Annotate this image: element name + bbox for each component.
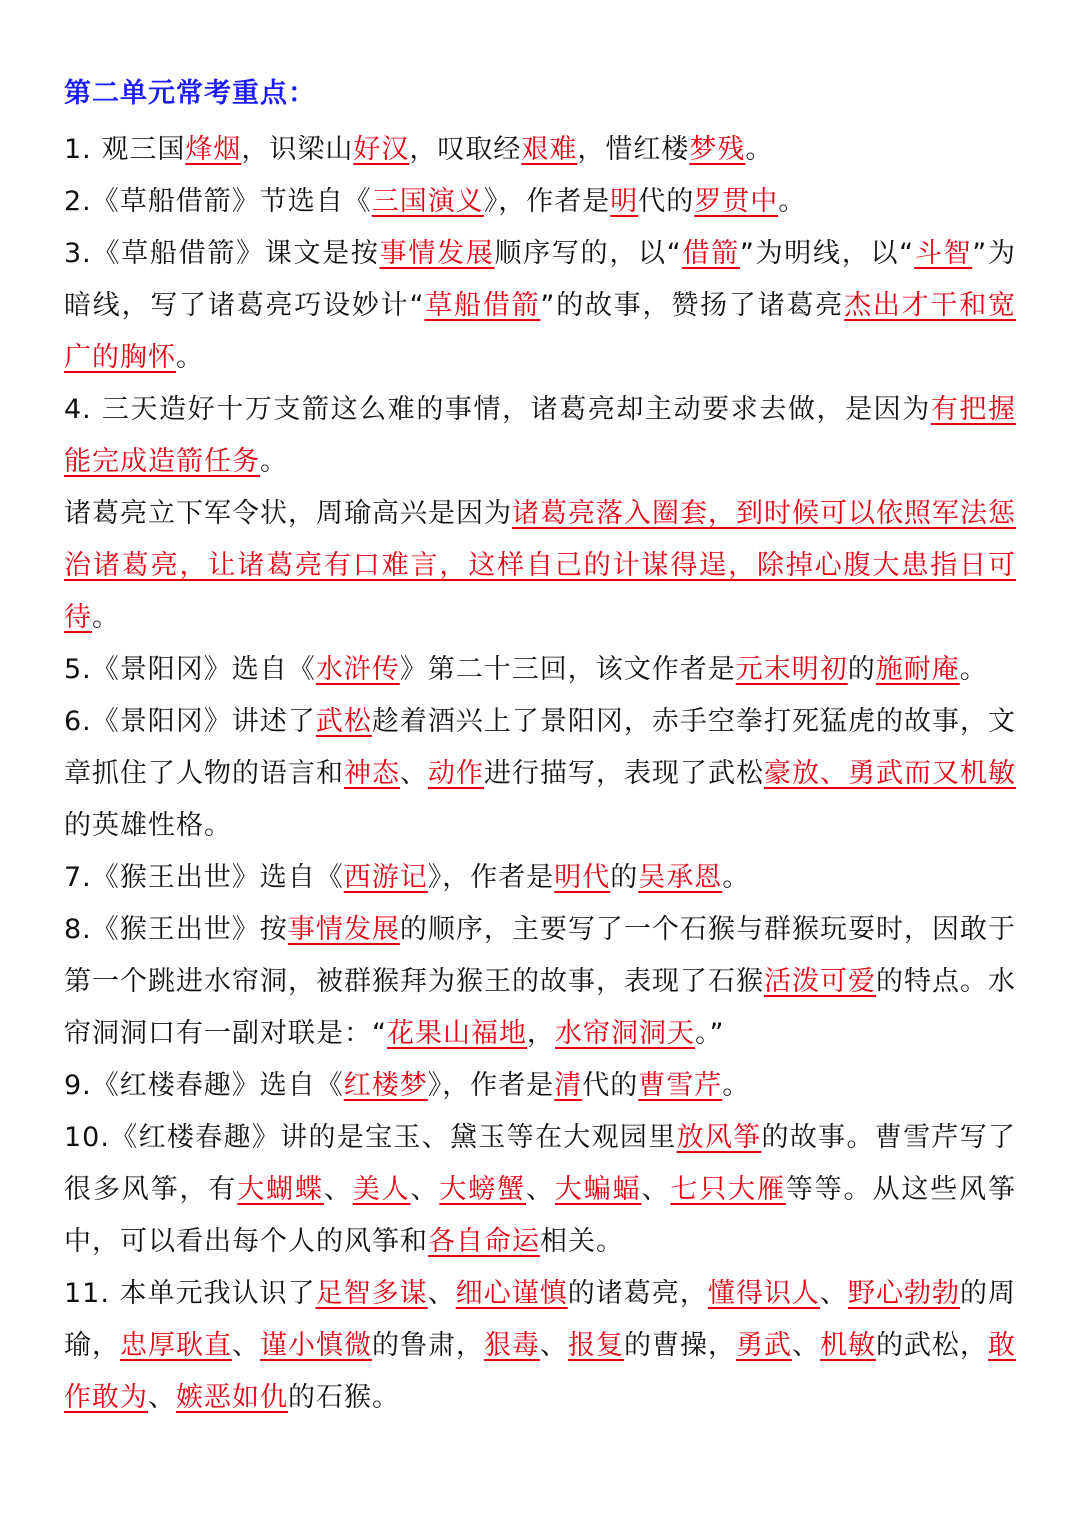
- key-answer: 好汉: [353, 134, 410, 165]
- paragraph-text: 的石猴。: [288, 1382, 400, 1413]
- paragraph-text: ，识梁山: [241, 134, 354, 165]
- paragraph-text: 、: [232, 1330, 260, 1361]
- paragraph-text: 的顺序，主要写了一个石猴与群猴玩耍时，因敢于第一个跳进水帘洞，被群猴拜为猴王的故事，表现了石猴: [64, 914, 1017, 997]
- key-answer: 红楼梦: [343, 1070, 428, 1101]
- key-point-paragraph: [64, 852, 1016, 904]
- key-answer: 动作: [428, 758, 484, 789]
- key-point-paragraph: [64, 1268, 1016, 1424]
- paragraph-text: 、: [323, 1174, 353, 1205]
- paragraph-text: 。: [722, 1070, 751, 1101]
- paragraph-text: 4. 三天造好十万支箭这么难的事情，诸葛亮却主动要求去做，是因为: [64, 394, 931, 425]
- paragraph-text: 7.《猴王出世》选自《: [64, 862, 344, 893]
- key-point-paragraph: [64, 228, 1016, 384]
- key-answer: 报复: [568, 1330, 624, 1361]
- key-answer: 忠厚耿直: [120, 1330, 232, 1361]
- paragraph-text: 。: [959, 654, 988, 685]
- key-answer: 草船借箭: [424, 290, 541, 321]
- key-point-paragraph: [64, 176, 1016, 228]
- key-answer: 曹雪芹: [638, 1070, 723, 1101]
- key-answer: 机敏: [820, 1330, 876, 1361]
- key-answer: 花果山福地: [387, 1018, 527, 1049]
- key-answer: 大螃蟹: [439, 1174, 526, 1205]
- section-heading: 第二单元常考重点：: [64, 78, 316, 109]
- paragraph-text: 的周瑜，: [64, 1278, 1017, 1361]
- key-answer: 明: [610, 186, 639, 217]
- paragraph-text: 相关。: [540, 1226, 624, 1257]
- paragraph-text: 。: [260, 446, 288, 477]
- key-answer: 豪放、勇武而又机敏: [764, 758, 1016, 789]
- paragraph-text: 代的: [638, 186, 695, 217]
- paragraph-text: 、: [792, 1330, 820, 1361]
- paragraph-text: 、: [400, 758, 428, 789]
- key-answer: 艰难: [521, 134, 578, 165]
- paragraph-text: 顺序写的，以“: [494, 238, 682, 269]
- key-answer: 梦残: [689, 134, 746, 165]
- key-answer: 放风筝: [676, 1122, 762, 1153]
- key-answer: 懂得识人: [707, 1278, 820, 1309]
- paragraph-text: 进行描写，表现了武松: [484, 758, 764, 789]
- key-answer: 谨小慎微: [260, 1330, 372, 1361]
- key-answer: 七只大雁: [670, 1174, 786, 1205]
- paragraph-text: ，惜红楼: [577, 134, 690, 165]
- key-answer: 嫉恶如仇: [176, 1382, 288, 1413]
- paragraph-text: 、: [526, 1174, 555, 1205]
- key-answer: 有把握能完成造箭任务: [64, 394, 1017, 477]
- key-answer: 事情发展: [287, 914, 400, 945]
- paragraph-text: ”为暗线，写了诸葛亮巧设妙计“: [64, 238, 1016, 321]
- key-point-paragraph: [64, 1112, 1016, 1268]
- paragraph-text: 、: [540, 1330, 568, 1361]
- key-answer: 三国演义: [371, 186, 484, 217]
- paragraph-text: 、: [819, 1278, 848, 1309]
- paragraph-text: ”的故事，赞扬了诸葛亮: [540, 290, 845, 321]
- key-answer: 杰出才干和宽广的胸怀: [64, 290, 1017, 373]
- paragraph-text: 8.《猴王出世》按: [64, 914, 288, 945]
- paragraph-text: 代的: [582, 1070, 639, 1101]
- paragraph-text: 的特点。水帘洞洞口有一副对联是：“: [64, 966, 1016, 1049]
- paragraph-text: 的武松，: [876, 1330, 988, 1361]
- key-answer: 事情发展: [379, 238, 495, 269]
- key-point-paragraph: [64, 384, 1016, 488]
- key-point-paragraph: [64, 488, 1016, 644]
- key-answer: 斗智: [914, 238, 973, 269]
- paragraph-text: 、: [427, 1278, 456, 1309]
- paragraph-text: 9.《红楼春趣》选自《: [64, 1070, 344, 1101]
- paragraph-text: 。: [778, 186, 807, 217]
- key-answer: 足智多谋: [315, 1278, 428, 1309]
- paragraph-text: 》，作者是: [427, 862, 555, 893]
- paragraph-text: 的曹操，: [624, 1330, 736, 1361]
- paragraph-text: ”为明线，以“: [739, 238, 915, 269]
- key-answer: 勇武: [736, 1330, 792, 1361]
- key-answer: 元末明初: [735, 654, 848, 685]
- key-answer: 明代: [554, 862, 611, 893]
- paragraph-text: ，: [527, 1018, 555, 1049]
- key-answer: 敢作敢为: [64, 1330, 1016, 1413]
- paragraph-text: 、: [641, 1174, 671, 1205]
- key-answer: 施耐庵: [875, 654, 960, 685]
- key-answer: 各自命运: [428, 1226, 540, 1257]
- key-point-paragraph: [64, 1060, 1016, 1112]
- key-point-paragraph: [64, 124, 1016, 176]
- paragraph-text: 。: [176, 342, 204, 373]
- paragraph-text: 的英雄性格。: [64, 810, 232, 841]
- paragraph-text: 》，作者是: [427, 1070, 555, 1101]
- paragraph-text: 10.《红楼春趣》讲的是宝玉、黛玉等在大观园里: [64, 1122, 677, 1153]
- key-answer: 罗贯中: [694, 186, 779, 217]
- paragraph-text: 趁着酒兴上了景阳冈，赤手空拳打死猛虎的故事，文章抓住了人物的语言和: [64, 706, 1016, 789]
- paragraph-text: 的诸葛亮，: [567, 1278, 708, 1309]
- key-answer: 烽烟: [185, 134, 242, 165]
- paragraph-text: 等等。从这些风筝中，可以看出每个人的风筝和: [64, 1174, 1016, 1257]
- key-answer: 野心勃勃: [847, 1278, 960, 1309]
- paragraph-text: ，叹取经: [409, 134, 522, 165]
- key-answer: 清: [554, 1070, 583, 1101]
- paragraph-text: 、: [410, 1174, 440, 1205]
- paragraph-text: 。: [92, 602, 120, 633]
- paragraph-text: 11. 本单元我认识了: [64, 1278, 316, 1309]
- key-answer: 借箭: [681, 238, 740, 269]
- paragraph-text: 》，作者是: [483, 186, 611, 217]
- key-point-paragraph: [64, 644, 1016, 696]
- key-points-list: [64, 124, 1016, 1424]
- key-answer: 大蝙蝠: [554, 1174, 642, 1205]
- key-answer: 西游记: [343, 862, 428, 893]
- paragraph-text: 的鲁肃，: [372, 1330, 484, 1361]
- paragraph-text: 5.《景阳冈》选自《: [64, 654, 316, 685]
- paragraph-text: 的故事。曹雪芹写了很多风筝，有: [64, 1122, 1017, 1205]
- paragraph-text: 1. 观三国: [64, 134, 186, 165]
- paragraph-text: 6.《景阳冈》讲述了: [64, 706, 316, 737]
- key-answer: 诸葛亮落入圈套，到时候可以依照军法惩治诸葛亮，让诸葛亮有口难言，这样自己的计谋得逞，除掉心腹大患指日可待: [64, 498, 1016, 633]
- key-answer: 武松: [315, 706, 372, 737]
- paragraph-text: 诸葛亮立下军令状，周瑜高兴是因为: [64, 498, 512, 529]
- key-answer: 神态: [344, 758, 400, 789]
- key-point-paragraph: [64, 696, 1016, 852]
- paragraph-text: 的: [610, 862, 639, 893]
- key-answer: 大蝴蝶: [237, 1174, 324, 1205]
- paragraph-text: 的: [847, 654, 876, 685]
- key-answer: 美人: [352, 1174, 411, 1205]
- key-answer: 水浒传: [315, 654, 400, 685]
- paragraph-text: 。: [722, 862, 751, 893]
- key-answer: 吴承恩: [638, 862, 723, 893]
- paragraph-text: 。: [745, 134, 774, 165]
- key-answer: 水帘洞洞天: [555, 1018, 695, 1049]
- paragraph-text: 。”: [695, 1018, 725, 1049]
- key-answer: 细心谨慎: [455, 1278, 568, 1309]
- key-answer: 活泼可爱: [764, 966, 876, 997]
- paragraph-text: 3.《草船借箭》课文是按: [64, 238, 380, 269]
- paragraph-text: 、: [148, 1382, 176, 1413]
- key-point-paragraph: [64, 904, 1016, 1060]
- paragraph-text: 2.《草船借箭》节选自《: [64, 186, 372, 217]
- key-answer: 狠毒: [484, 1330, 540, 1361]
- paragraph-text: 》第二十三回，该文作者是: [399, 654, 736, 685]
